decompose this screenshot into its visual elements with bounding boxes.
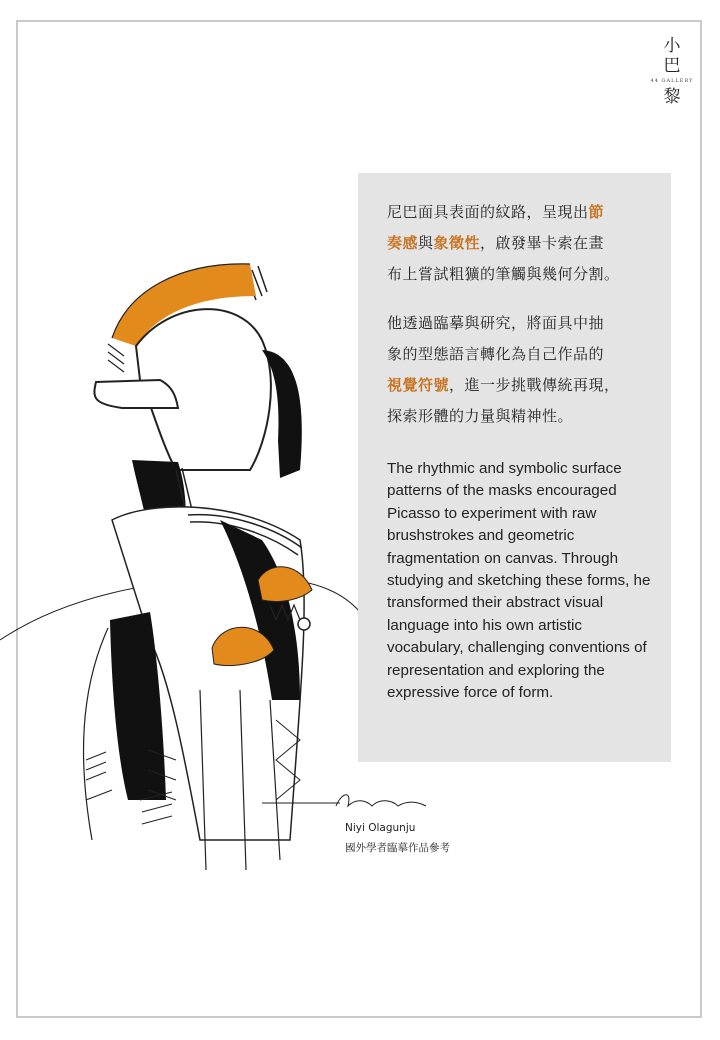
logo-char-1: 小 — [663, 36, 681, 56]
gallery-logo — [648, 36, 696, 107]
logo-subtext: 44 GALLERY — [650, 78, 694, 84]
text-run: 他透過臨摹與研究，將面具中抽 — [387, 314, 605, 332]
zh-paragraph-2 — [387, 308, 651, 432]
text-run: 探索形體的力量與精神性。 — [387, 407, 574, 425]
highlight-term: 奏感 — [387, 234, 419, 252]
caption-note: 國外學者臨摹作品參考 — [345, 842, 450, 854]
text-run: 象的型態語言轉化為自己作品的 — [387, 345, 605, 363]
text-run: 布上嘗試粗獷的筆觸與幾何分割。 — [387, 265, 620, 283]
highlight-term: 節 — [588, 203, 605, 221]
text-run: 與 — [418, 234, 434, 252]
en-paragraph: The rhythmic and symbolic surface patterns of the masks encouraged Picasso to experiment with raw brushstrokes and geometric fragmentation on canvas. Through studying and sketching these forms, he transformed their abstract visual language into his own artistic vocabulary, challenging conventions of representation and exploring the expressive force of form. — [387, 460, 651, 702]
text-run: ，啟發畢卡索在畫 — [480, 234, 605, 252]
text-run: 尼巴面具表面的紋路，呈現出 — [387, 203, 589, 221]
artwork-caption — [345, 818, 450, 858]
text-run: ，進一步挑戰傳統再現， — [449, 376, 620, 394]
highlight-term: 視覺符號 — [387, 376, 450, 394]
artist-name: Niyi Olagunju — [345, 822, 416, 834]
description-panel — [358, 173, 671, 762]
zh-paragraph-1 — [387, 197, 651, 290]
logo-char-2: 巴 — [663, 56, 681, 76]
snout — [94, 380, 178, 408]
highlight-term: 象徵性 — [433, 234, 481, 252]
logo-char-3: 黎 — [663, 87, 681, 107]
